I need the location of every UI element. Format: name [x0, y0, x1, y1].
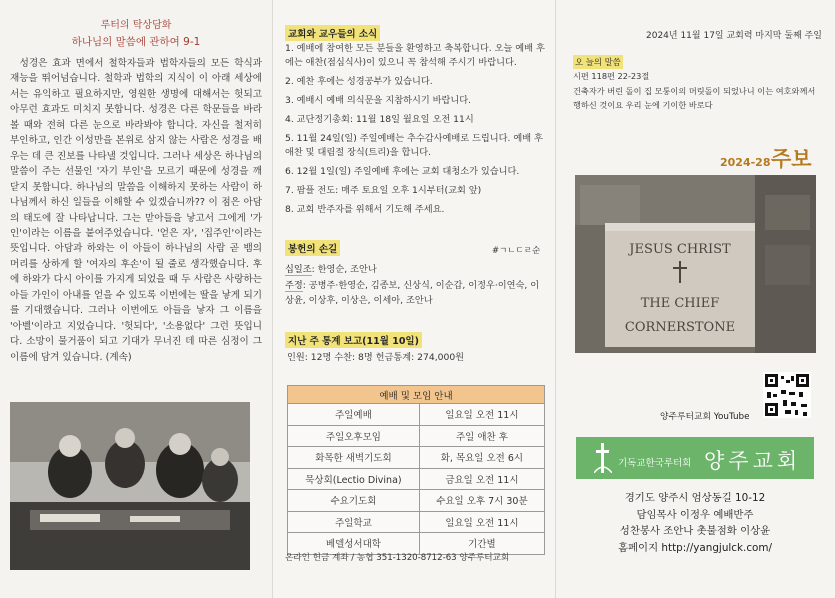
thanks-label: 주정	[285, 279, 303, 291]
denomination: 기독교한국루터회	[618, 458, 692, 469]
church-homepage[interactable]: 홈페이지 http://yangjulck.com/	[617, 541, 773, 554]
cross-icon	[594, 443, 612, 473]
schedule-name: 주일학교	[288, 511, 420, 533]
offering-account: 온라인 헌금 계좌 / 농협 351-1320-8712-63 양주루터교회	[285, 553, 510, 563]
list-item: 5. 11월 24일(일) 주일예배는 추수감사예배로 드립니다. 예배 후 애찬 및 대림절 장식(트리)을 합니다.	[285, 133, 543, 159]
schedule-time: 화, 목요일 오전 6시	[419, 447, 544, 469]
table-row	[288, 447, 545, 469]
stone-line-3: CORNERSTONE	[624, 320, 736, 335]
sermon-column	[0, 0, 272, 598]
schedule-time: 수요일 오후 7시 30분	[419, 490, 544, 512]
table-row	[288, 404, 545, 426]
news-column	[272, 0, 555, 598]
table-row	[288, 511, 545, 533]
church-pastor: 담임목사 이정우 예배반주	[636, 508, 754, 521]
schedule-name: 주일예배	[288, 404, 420, 426]
church-contact	[576, 490, 814, 556]
thanks-names: : 공병주·한영순, 김종보, 신상식, 이순갑, 이정우·이연숙, 이상윤, 이상후, 이상은, 이세아, 조안나	[285, 279, 540, 306]
schedule-heading: 예배 및 모임 안내	[288, 386, 545, 404]
schedule-name: 베델성서대학	[288, 533, 420, 555]
stats-heading: 지난 주 통계 보고(11월 10일)	[285, 332, 422, 348]
list-item: 1. 예배에 참여한 모든 분들을 환영하고 축복합니다. 오늘 예배 후에는 애찬(점심식사)이 있으니 꼭 참석해 주시기 바랍니다.	[285, 43, 545, 69]
list-item: 4. 교단정기총회: 11월 18일 월요일 오전 11시	[285, 114, 474, 126]
list-item: 7. 팜플 전도: 매주 토요일 오후 1시부터(교회 앞)	[285, 185, 482, 197]
bulletin-number: 2024-28	[720, 156, 771, 169]
table-row	[288, 468, 545, 490]
today-word-reference: 시편 118편 22-23절	[573, 71, 650, 81]
stats-text: 인원: 12명 수찬: 8명 헌금통계: 274,000원	[287, 352, 465, 363]
qr-code[interactable]	[763, 372, 811, 418]
sermon-title: 하나님의 말씀에 관하여 9-1	[71, 36, 201, 48]
news-list	[285, 42, 547, 222]
stone-line-1: JESUS CHRIST	[629, 242, 731, 257]
list-item: 6. 12월 1일(일) 주일예배 후에는 교회 대청소가 있습니다.	[285, 166, 520, 178]
bulletin-name: 주보	[771, 147, 812, 171]
list-item: 8. 교회 반주자를 위해서 기도해 주세요.	[285, 204, 445, 216]
table-row	[288, 490, 545, 512]
sermon-series: 루터의 탁상담화	[100, 20, 172, 31]
church-address: 경기도 양주시 엄상동길 10-12	[624, 492, 766, 504]
offering-names	[285, 262, 547, 309]
schedule-name: 화목한 새벽기도회	[288, 447, 420, 469]
hashtag: #ㄱㄴㄷㄹ순	[492, 246, 541, 256]
bulletin-date: 2024년 11월 17일 교회력 마지막 둘째 주일	[646, 31, 822, 41]
sermon-body: 성경은 효과 면에서 철학자들과 법학자들의 모든 학식과 재능을 뛰어넘습니다. 철학과 법학의 지식이 이 아래 세상에서는 유익하고 필요하지만, 영원한 생명에 대해서는 헛되고 아무런 효과도 미치지 못합니다. 성경은 다른 학문들을 바라볼 때와 전혀 다른 눈으로 바라봐야 합니다. 자신을 철저히 부인하고, 인간 이성만을 본위로 삼지 않는 사람은 성경을 배우는 데 큰 진보를 나타낼 것입니다. 그러나 세상은 하나님의 말씀이 주는 선물인 '자기 부인'을 모르기 때문에 성경을 깨닫지 못합니다. 하나님의 말씀을 이해하지 못하는 사람이 하나님께서 하신 일들을 이해할 수 있겠습니까?? 이 점은 아담의 태도에 잘 나타납니다. 그는 맏아들을 낳고서 그에게 '가인'이라는 이름을 붙여주었습니다. '얻은 자', '집주인'이라는 뜻입니다. 아담과 하와는 이 아들이 하나님의 사람 곧 뱀의 머리를 상하게 할 '여자의 후손'이 될 줄로 생각했습니다. 후에 하와가 다시 아이를 가지게 되었을 때 두 사람은 사랑하는 아들 가인이 아내를 얻을 수 있도록 이번에는 딸을 낳게 되기를 기대했습니다. 그러나 이번에도 아들을 낳자 그 이름을 '아벨'이라고 지었습니다. '헛되다', '소용없다' 그런 뜻입니다. 소망이 물거품이 되고 기대가 무너진 데 따른 심정이 그 이름에 담겨 있습니다. (계속)	[10, 58, 262, 363]
luther-table-talk-image	[10, 402, 250, 570]
stone-line-2: THE CHIEF	[640, 296, 720, 311]
today-word-label: 오 늘의 말씀	[575, 57, 621, 67]
youtube-link[interactable]: 양주루터교회 YouTube	[660, 412, 750, 422]
schedule-time: 일요일 오전 11시	[419, 511, 544, 533]
list-item: 3. 예배시 예배 의식문을 지참하시기 바랍니다.	[285, 95, 472, 107]
schedule-time: 일요일 오전 11시	[419, 404, 544, 426]
church-ministry: 성찬봉사 조안나 촛불점화 이상윤	[619, 525, 771, 537]
church-banner	[576, 437, 814, 479]
tithe-names: : 한영순, 조안나	[311, 264, 377, 275]
schedule-name: 수요기도회	[288, 490, 420, 512]
schedule-name: 묵상회(Lectio Divina)	[288, 468, 420, 490]
offering-heading: 봉헌의 손길	[285, 240, 340, 256]
today-word-text: 건축자가 버린 돌이 집 모퉁이의 머릿돌이 되었나니 이는 여호와께서 행하신 것이요 우리 눈에 기이한 바로다	[573, 86, 816, 110]
news-heading: 교회와 교우들의 소식	[285, 25, 380, 41]
schedule-table	[287, 385, 545, 555]
list-item: 2. 예찬 후에는 성경공부가 있습니다.	[285, 76, 433, 88]
table-row	[288, 425, 545, 447]
schedule-time: 기간별	[419, 533, 544, 555]
schedule-time: 주일 애찬 후	[419, 425, 544, 447]
schedule-time: 금요일 오전 11시	[419, 468, 544, 490]
schedule-name: 주일오후모임	[288, 425, 420, 447]
church-name: 양주교회	[704, 449, 802, 473]
tithe-label: 십일조	[285, 264, 312, 275]
cornerstone-image	[575, 175, 816, 353]
